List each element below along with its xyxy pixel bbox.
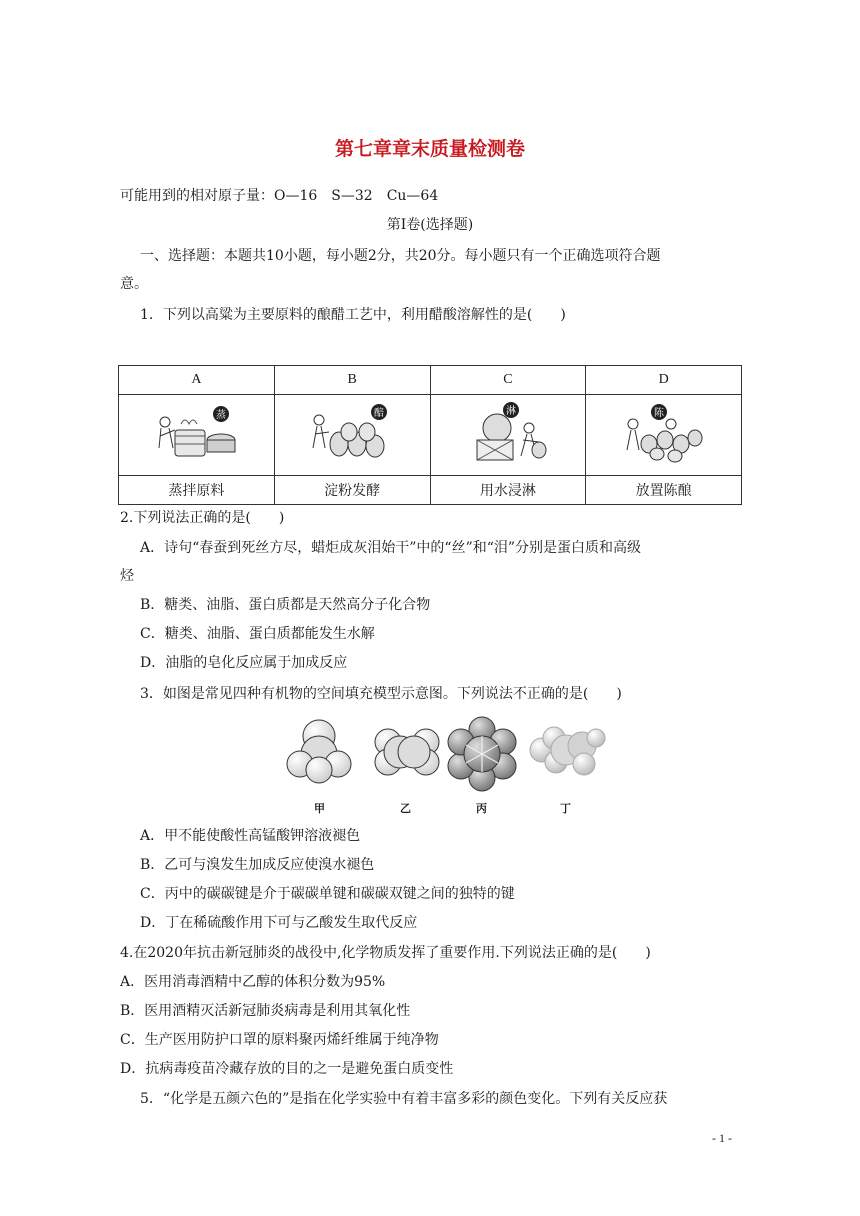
q1-illustration-a: [119, 395, 275, 476]
q1-label-d: 放置陈酿: [586, 476, 742, 505]
leaching-illustration: [463, 400, 553, 466]
model-label-ding: 丁: [560, 802, 571, 815]
benzene-model: [444, 716, 520, 792]
model-label-bing: 丙: [476, 802, 487, 815]
page-number: - 1 -: [712, 1131, 732, 1145]
q1-options-table: [118, 365, 742, 505]
q4-stem: 4.在2020年抗击新冠肺炎的战役中,化学物质发挥了重要作用.下列说法正确的是( ): [120, 945, 651, 961]
q3-option-b: B．乙可与溴发生加成反应使溴水褪色: [140, 857, 375, 873]
q1-stem: 1．下列以高粱为主要原料的酿醋工艺中，利用醋酸溶解性的是( ): [140, 307, 566, 323]
q4-option-d: D．抗病毒疫苗冷藏存放的目的之一是避免蛋白质变性: [120, 1061, 454, 1077]
q2-option-b: B．糖类、油脂、蛋白质都是天然高分子化合物: [140, 597, 431, 613]
q1-illustration-b: [274, 395, 430, 476]
section-title: 第Ⅰ卷(选择题): [386, 217, 474, 233]
space-filling-models: [280, 716, 610, 816]
badge-b: 醅: [374, 408, 385, 419]
fermenting-illustration: [307, 400, 397, 466]
q1-label-c: 用水浸淋: [430, 476, 586, 505]
methane-model: [286, 716, 352, 786]
instructions-line-1: 一、选择题：本题共10小题，每小题2分，共20分。每小题只有一个正确选项符合题: [140, 248, 661, 264]
q2-stem: 2.下列说法正确的是( ): [120, 510, 285, 526]
model-label-jia: 甲: [314, 802, 325, 815]
q4-option-b: B．医用酒精灭活新冠肺炎病毒是利用其氧化性: [120, 1003, 411, 1019]
q2-option-c: C．糖类、油脂、蛋白质都能发生水解: [140, 626, 375, 642]
aging-illustration: [619, 400, 709, 466]
q2-option-d: D．油脂的皂化反应属于加成反应: [140, 655, 348, 671]
badge-a: 蒸: [216, 410, 227, 421]
q5-stem: 5．“化学是五颜六色的”是指在化学实验中有着丰富多彩的颜色变化。下列有关反应获: [140, 1091, 668, 1107]
badge-d: 陈: [653, 408, 664, 419]
q1-illustration-c: [430, 395, 586, 476]
atomic-masses-note: 可能用到的相对原子量：O—16 S—32 Cu—64: [120, 188, 439, 204]
q1-label-b: 淀粉发酵: [274, 476, 430, 505]
q1-header-b: B: [274, 366, 430, 395]
q3-option-d: D．丁在稀硫酸作用下可与乙酸发生取代反应: [140, 915, 418, 931]
q2-option-a: A．诗句“春蚕到死丝方尽，蜡炬成灰泪始干”中的“丝”和“泪”分别是蛋白质和高级: [140, 540, 642, 556]
q1-label-a: 蒸拌原料: [119, 476, 275, 505]
q4-option-c: C．生产医用防护口罩的原料聚丙烯纤维属于纯净物: [120, 1032, 439, 1048]
ethylene-model: [372, 716, 442, 786]
q4-option-a: A．医用消毒酒精中乙醇的体积分数为95%: [120, 974, 386, 990]
q2-option-a-cont: 烃: [120, 568, 134, 584]
q3-stem: 3．如图是常见四种有机物的空间填充模型示意图。下列说法不正确的是( ): [140, 686, 622, 702]
q3-option-c: C．丙中的碳碳键是介于碳碳单键和碳碳双键之间的独特的键: [140, 886, 515, 902]
page-title: 第七章章末质量检测卷: [334, 138, 525, 160]
q1-illustration-d: [586, 395, 742, 476]
q1-header-d: D: [586, 366, 742, 395]
instructions-line-2: 意。: [120, 276, 148, 292]
q3-option-a: A．甲不能使酸性高锰酸钾溶液褪色: [140, 828, 361, 844]
badge-c: 淋: [505, 406, 516, 417]
model-label-yi: 乙: [400, 802, 411, 815]
q1-header-c: C: [430, 366, 586, 395]
q1-header-a: A: [119, 366, 275, 395]
steaming-illustration: [151, 400, 241, 466]
ethanol-model: [526, 716, 606, 786]
